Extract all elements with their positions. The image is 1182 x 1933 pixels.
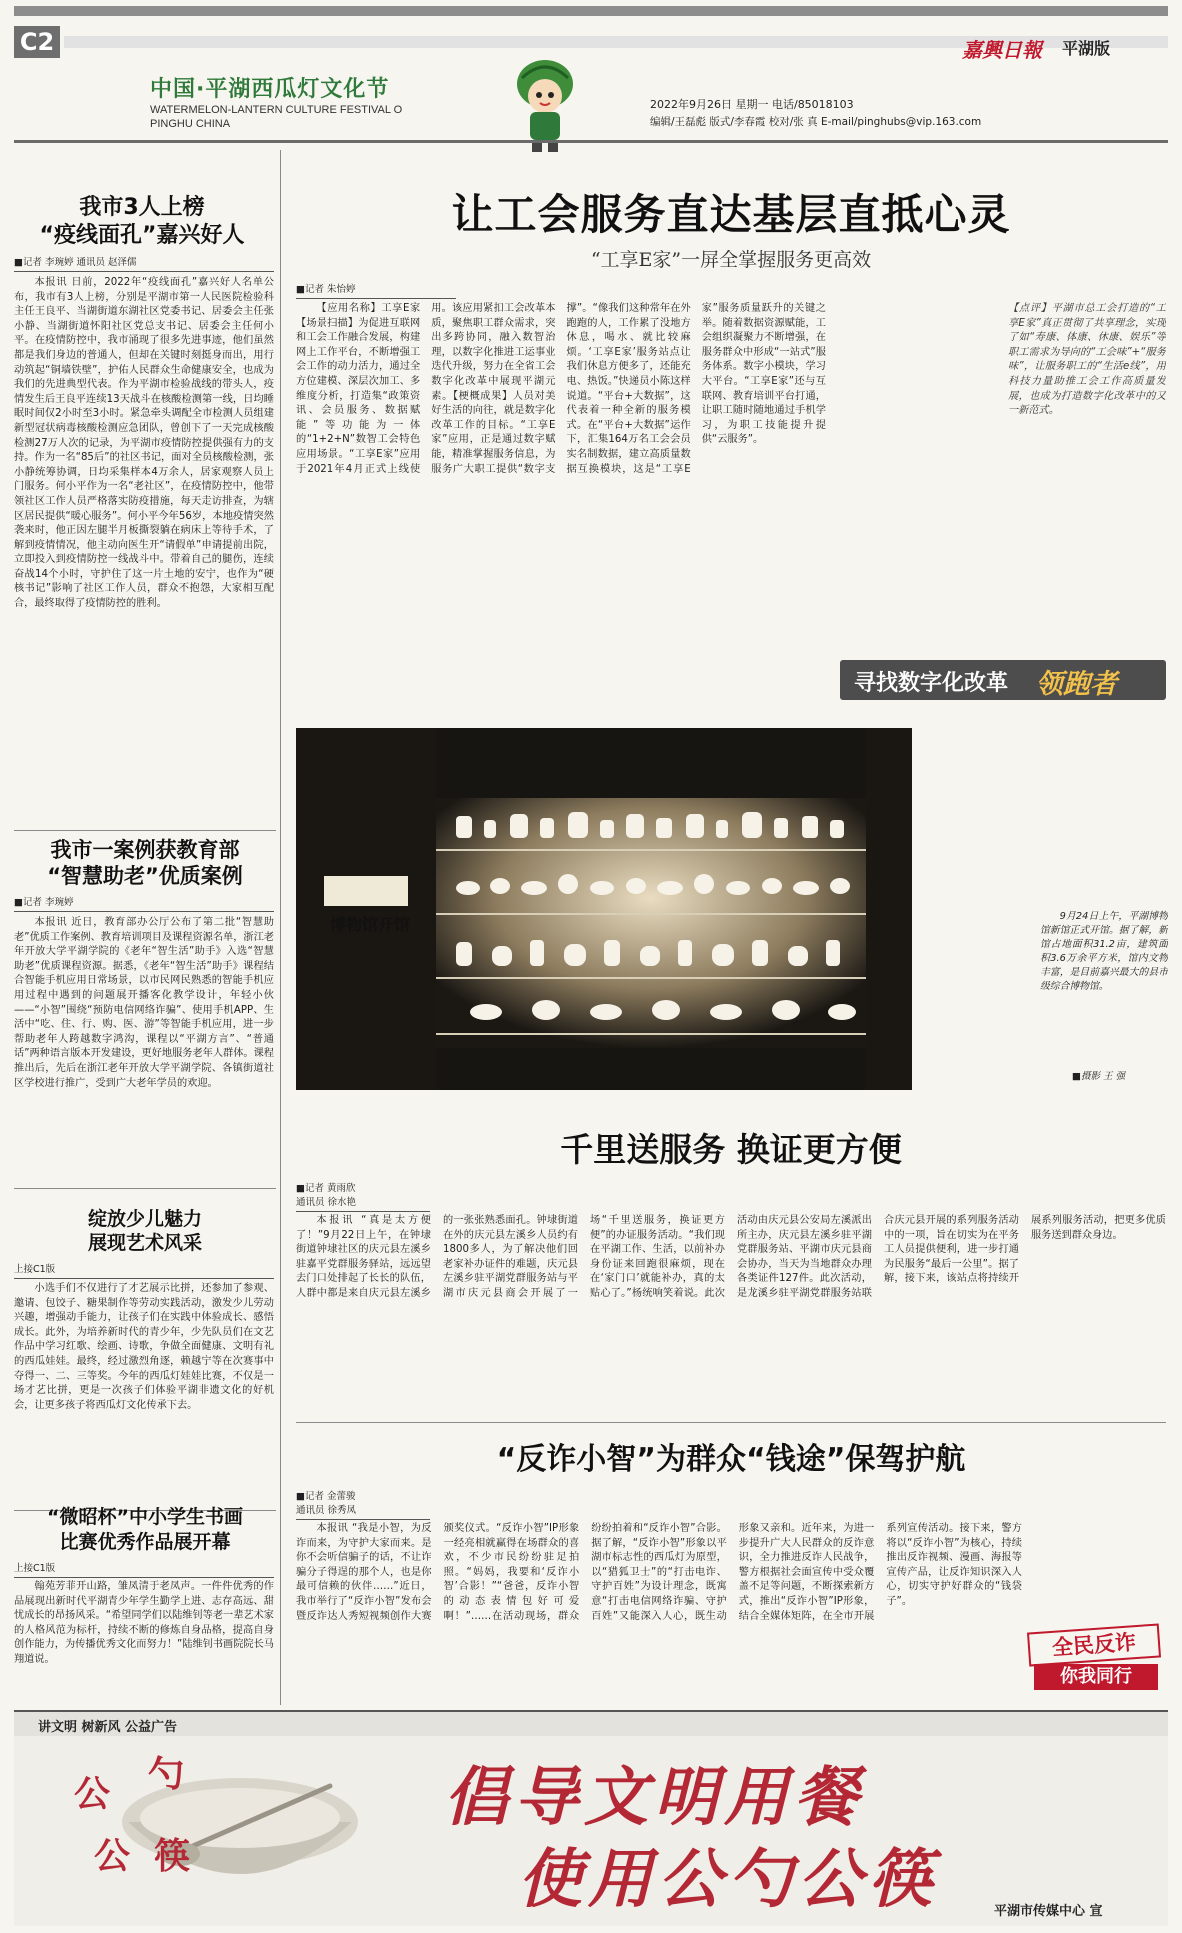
header-underline xyxy=(14,140,1168,143)
psa-calligraphy-1: 倡导文明用餐 xyxy=(444,1760,864,1835)
festival-en-1: WATERMELON-LANTERN CULTURE FESTIVAL O xyxy=(150,104,403,116)
article3-title: “反诈小智”为群众“钱途”保驾护航 xyxy=(496,1442,966,1477)
article2-byline-2: 通讯员 徐水艳 xyxy=(296,1196,430,1212)
a1-title-1: 我市3人上榜 xyxy=(79,195,205,220)
paper-name: 嘉興日報 xyxy=(962,38,1042,62)
watermelon-mascot-icon xyxy=(510,54,580,154)
main-text: 【应用名称】工享E家【场景扫描】为促进互联网和工会工作融合发展，构建网上工作平台，不断增强工会工作的动力活力，通过全方位建模、深层次加工、多维度分析，打造集“政策资讯、会员服务、数据赋能”等功能为一体的“1+2+N”数智工会特色应用场景。“工享E家”应用于2021年4月正式上线使用。该应用紧扣工会改革本质，聚焦职工群众需求，突出多跨协同，融入数智治理，以数字化推进工运事业迭代升级，努力在全省工会数字化改革中展现平湖元素。【梗概成果】人员对美好生活的向往，就是数字化改革工作的目标。“工享E家”应用，正是通过数字赋能，精准掌握服务信息，为服务广大职工提供“数字支撑”。“像我们这种常年在外跑跑的人，工作累了没地方休息，喝水、就比较麻烦。‘工享E家’服务站点让我们休息方便多了，还能充电、热饭。”快递员小陈这样说道。“平台+大数据”，这代表着一种全新的服务模式。在“平台+大数据”运作下，汇集164万名工会会员实名制数据，建立高质量数据互换模块，这是“工享E家”服务质量跃升的关键之举。随着数据资源赋能，工会组织凝聚力不断增强，在服务群众中形成“一站式”服务体系。数字小模块，学习大平台。“工享E家”还与互联网、教育培训平台打通，让职工随时随地通过手机学习，为职工技能提升提供“云服务”。 xyxy=(296,303,826,475)
main-comment-text: 【点评】平湖市总工会打造的“工享E家”真正贯彻了共享理念，实现了如“寿康、体康、休康、娱乐”等职工需求为导向的“工会味”+“服务味”，让服务职工的“生活e线”，用科技力量助推工会工作高质量发展，也成为打造数字化改革中的又一新范式。 xyxy=(1008,303,1166,417)
article2-title: 千里送服务 换证更方便 xyxy=(560,1130,902,1169)
banner-main-text: 寻找数字化改革 xyxy=(854,671,1009,696)
photo-caption-text: 9月24日上午，平湖博物馆新馆正式开馆。据了解，新馆占地面积31.2亩，建筑面积3.6万余平方米，馆内文物丰富，是目前嘉兴最大的县市级综合博物馆。 xyxy=(1040,911,1168,992)
a4-title-1: “微昭杯”中小学生书画 xyxy=(47,1506,243,1528)
stamp-line-1: 全民反诈 xyxy=(1027,1623,1161,1666)
festival-title: 中国·平湖西瓜灯文化节 xyxy=(150,77,390,102)
psa-char-3: 公 xyxy=(94,1835,131,1877)
a2-text: 本报讯 近日，教育部办公厅公布了第二批“智慧助老”优质工作案例、教育培训项目及课程资源名单，浙江老年开放大学平湖学院的《老年“智生活”助手》入选“智慧助老”优质课程资源。据悉，《老年“智生活”助手》课程结合智能手机应用日常场景，以市民网民熟悉的智能手机应用过程中遇到的问题展开播客化教学设计，年轻小伙——“小智”围绕“预防电信网络诈骗”、使用手机APP、生活中“吃、住、行、购、医、游”等智能手机应用，进一步帮助老年人跨越数字鸿沟，课程以“平湖方言”、“普通话”两种语言版本开发建设，更好地服务老年人群体。课程推出后，先后在浙江老年开放大学平湖学院、各镇街道社区学校进行推广，受到广大老年学员的欢迎。 xyxy=(14,917,274,1089)
a1-title-2: “疫线面孔”嘉兴好人 xyxy=(39,223,245,248)
article2-text: 本报讯 “真是太方便了！”9月22日上午，在钟埭街道钟埭社区的庆元县左溪乡驻嘉平党群服务驿站，远远望去门口处排起了长长的队伍，人群中都是来自庆元县左溪乡的一张张熟悉面孔。钟埭街道在外的庆元县左溪乡人员约有1800多人，为了解决他们回老家补办证件的难题，庆元县左溪乡驻平湖党群服务站与平湖市庆元县商会开展了一场“千里送服务，换证更方便”的办证服务活动。“我们现在平湖工作、生活，以前补办身份证来回跑很麻烦，现在在‘家门口’就能补办，真的太贴心了。”杨统响笑着说。此次活动由庆元县公安局左溪派出所主办，庆元县左溪乡驻平湖党群服务站、平湖市庆元县商会协办，当天为当地群众办理各类证件127件。此次活动，是龙溪乡驻平湖党群服务站联合庆元县开展的系列服务活动中的一项，旨在切实为在平务工人员提供便利，进一步打通为民服务“最后一公里”。据了解，接下来，该站点将持续开展系列服务活动，把更多优质服务送到群众身边。 xyxy=(296,1215,1166,1299)
main-comment xyxy=(1008,302,1166,638)
a3-title-2: 展现艺术风采 xyxy=(87,1232,202,1254)
main-title: 让工会服务直达基层直抵心灵 xyxy=(451,190,1011,239)
article2-byline-1: ■记者 黄雨欣 xyxy=(296,1183,356,1194)
a3-text: 小选手们不仅进行了才艺展示比拼，还参加了参观、邀请、包饺子、糖果制作等劳动实践活动，激发少儿劳动兴趣，增强动手能力，让孩子们在实践中体验成长、感悟成长。此外，为培养新时代的青少年，少先队员们在文艺作品中学习红歌、绘画、诗歌，争做全面健康、文明有礼的西瓜娃娃。最终，经过激烈角逐，赖越宁等在次赛事中夺得一、二、三等奖。今年的西瓜灯娃娃比赛，不仅是一场才艺比拼，更是一次孩子们体验平湖非遗文化的好机会，让更多孩子将西瓜灯文化传承下去。 xyxy=(14,1283,274,1411)
a4-title-2: 比赛优秀作品展开幕 xyxy=(59,1531,231,1553)
a3-continued: 上接C1版 xyxy=(14,1263,274,1279)
a3-title-1: 绽放少儿魅力 xyxy=(87,1208,202,1230)
article3-text: 本报讯 “我是小智，为反诈而来，为守护大家而来。是你不会听信骗子的话，不让诈骗分子得逞的那个人，也是你最可信赖的伙伴……”近日，我市举行了“反诈小智”发布会暨反诈达人秀短视频创作大赛颁奖仪式。“反诈小智”IP形象一经亮相就赢得在场群众的喜欢，不少市民纷纷驻足拍照。“妈妈，我要和‘反诈小智’合影！”“爸爸，反诈小智的动态表情包好可爱啊！”……在活动现场，群众纷纷拍着和“反诈小智”合影。据了解，“反诈小智”形象以平湖市标志性的西瓜灯为原型，以“猎狐卫士”的“打击电诈、守护百姓”为设计理念，既寓意“打击电信网络诈骗、守护百姓”又能深入人心，既生动形象又亲和。近年来，为进一步提升广大人民群众的反诈意识，全力推进反诈人民战争，警方根据社会面宣传中受众覆盖不足等问题，不断探索新方式，推出“反诈小智”IP形象，结合全媒体矩阵，在全市开展系列宣传活动。接下来，警方将以“反诈小智”为核心，持续推出反诈视频、漫画、海报等宣传产品，让反诈知识深入人心，切实守护好群众的“钱袋子”。 xyxy=(296,1523,1022,1622)
museum-photo xyxy=(296,728,912,1090)
date-line: 2022年9月26日 星期一 电话/85018103 xyxy=(650,98,854,111)
article2-body xyxy=(296,1214,1166,1414)
psa-strip xyxy=(14,1710,1168,1736)
psa-ad xyxy=(14,1736,1168,1926)
digital-reform-banner xyxy=(840,660,1166,700)
psa-calligraphy-2: 使用公勺公筷 xyxy=(518,1842,938,1917)
a4-body xyxy=(14,1580,274,1698)
main-subtitle: “工享E家”一屏全掌握服务更高效 xyxy=(590,249,872,271)
article3-byline-1: ■记者 金蕾骏 xyxy=(296,1491,356,1502)
page-code-box xyxy=(14,26,60,58)
a2-body xyxy=(14,916,274,1178)
stamp-line-2: 你我同行 xyxy=(1034,1664,1158,1690)
psa-credit: 平湖市传媒中心 宣 xyxy=(994,1904,1103,1919)
psa-char-2: 勺 xyxy=(148,1753,185,1795)
a2-byline: ■记者 李琬婷 xyxy=(14,896,274,912)
article3-byline-2: 通讯员 徐秀凤 xyxy=(296,1504,430,1520)
a2-title-1: 我市一案例获教育部 xyxy=(50,838,240,862)
top-rule xyxy=(14,6,1168,16)
a1-body xyxy=(14,276,274,822)
psa-slogan: 讲文明 树新风 公益广告 xyxy=(38,1720,178,1735)
psa-char-1: 公 xyxy=(74,1773,111,1815)
photo-credit: ■摄影 王 强 xyxy=(1072,1071,1126,1082)
psa-char-4: 筷 xyxy=(154,1835,191,1877)
a2-title-2: “智慧助老”优质案例 xyxy=(47,864,243,888)
article2-end-rule xyxy=(296,1422,1166,1423)
a1-text: 本报讯 日前，2022年“疫线面孔”嘉兴好人名单公布，我市有3人上榜，分别是平湖市第一人民医院检验科主任王良平、当湖街道东湖社区党委书记、居委会主任张小静、当湖街道怀阳社区党总支书记、居委会主任何小平。在疫情防控中，我市涌现了很多先进事迹，他们虽然都是我们身边的普通人，但却在关键时刻挺身而出，用行动筑起“铜墙铁壁”，护佑人民群众生命健康安全，也成为我们的先进典型代表。作为平湖市检验战线的带头人，疫情发生后王良平连续13天战斗在核酸检测第一线，日均睡眠时间仅2小时至3小时。紧急牵头调配全市检测人员组建新型冠状病毒核酸检测应急团队，曾创下了一天完成核酸检测27万人次的记录，为平湖市疫情防控提供强有力的支持。作为一名“85后”的社区书记，面对全员核酸检测，张小静统筹协调，日均采集样本4万余人，居家观察人员上门服务。何小平作为一名“老社区”，在疫情防控中，他带领社区工作人员严格落实防疫措施，每天走访排查，为辖区居民提供“暖心服务”。何小平今年56岁，本地疫情突然袭来时，他正因左腿半月板撕裂躺在病床上等待手术，了解到疫情情况，他主动向医生开“请假单”申请提前出院，立即投入到疫情防控一线战斗中。带着自己的腿伤，连续奋战14个小时，守护住了这一片土地的安宁，也作为“硬核书记”影响了社区工作人员，群众不抱怨，大家相互配合，最终取得了疫情防控的胜利。 xyxy=(14,277,274,610)
a2-end-rule xyxy=(14,1188,276,1189)
a3-body xyxy=(14,1282,274,1504)
festival-en-2: PINGHU CHINA xyxy=(150,118,231,130)
a4-text: 翰苑芳菲开山路，雏凤清于老凤声。一件件优秀的作品展现出新时代平湖青少年学生勤学上进、志存高远、甜忧成长的昂扬风采。“希望同学们以陆维钊等老一辈艺术家的人格风范为标杆，持续不断的修炼自身品格，提高自身创作能力，为传播优秀文化而努力！”陆维钊书画院院长马翔道说。 xyxy=(14,1581,274,1665)
main-body xyxy=(296,302,826,712)
a1-end-rule xyxy=(14,830,276,831)
photo-title: 博物馆开馆 xyxy=(329,915,410,934)
page-code: C2 xyxy=(19,28,55,56)
banner-accent-text: 领跑者 xyxy=(1036,669,1117,700)
left-col-divider xyxy=(280,150,281,1705)
a4-continued: 上接C1版 xyxy=(14,1562,274,1578)
photo-caption xyxy=(1040,910,1168,1060)
article3-body xyxy=(296,1522,1022,1698)
edition-label: 平湖版 xyxy=(1062,39,1111,58)
anti-fraud-stamp xyxy=(1028,1628,1166,1692)
staff-line: 编辑/王磊彪 版式/李春霞 校对/张 真 E-mail/pinghubs@vip.163.com xyxy=(650,116,982,128)
main-byline: ■记者 朱怡婷 xyxy=(296,283,456,299)
a1-byline: ■记者 李琬婷 通讯员 赵泽儒 xyxy=(14,256,274,272)
